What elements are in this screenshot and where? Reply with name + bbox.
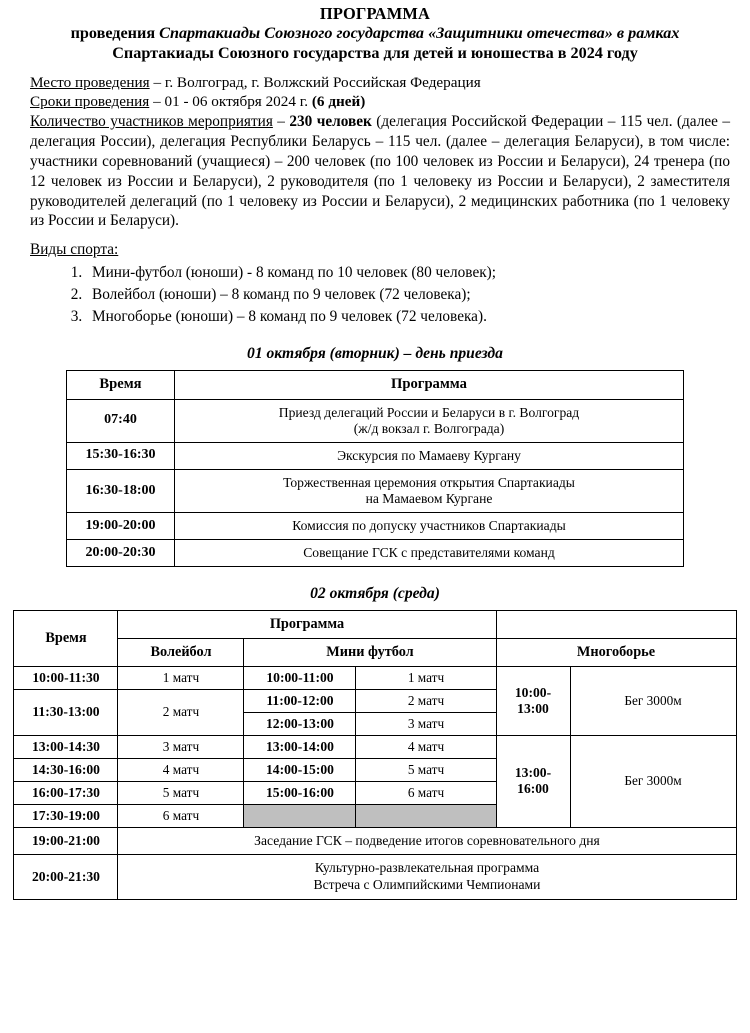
day1-heading: 01 октября (вторник) – день приезда	[247, 345, 503, 363]
cell-time: 16:00-17:30	[14, 781, 118, 804]
table-row	[67, 512, 684, 539]
participants-count: 230 человек	[289, 113, 372, 131]
table-row	[67, 469, 684, 512]
program-line-2: (ж/д вокзал г. Волгограда)	[353, 420, 505, 436]
list-item: 2. Волейбол (юноши) – 8 команд по 9 человек (72 человека);	[86, 284, 740, 306]
multisport-time-line-2: 16:00	[517, 781, 549, 797]
cell-minifootball-match: 1 матч	[356, 666, 496, 689]
cell-minifootball-match: 5 матч	[356, 758, 496, 781]
table-row	[14, 735, 736, 758]
subtitle-part-3: отечества» в рамках	[526, 24, 680, 43]
cell-minifootball-match: 6 матч	[356, 781, 496, 804]
cell-multisport-time	[496, 735, 570, 827]
cell-program	[175, 469, 684, 512]
cell-minifootball-time: 12:00-13:00	[244, 712, 356, 735]
cell-minifootball-time-empty	[244, 804, 356, 827]
subtitle-part-1: проведения	[70, 24, 160, 43]
cell-full-width-program	[118, 855, 736, 899]
cell-program: Комиссия по допуску участников Спартакиады	[175, 512, 684, 539]
cell-time: 20:00-21:30	[14, 855, 118, 899]
sports-list	[10, 262, 740, 327]
cell-volleyball: 1 матч	[118, 666, 244, 689]
document-title-block	[10, 4, 740, 64]
table-row	[14, 855, 736, 899]
subtitle-part-5: и юношества в 2024 году	[457, 43, 638, 62]
cell-time: 11:30-13:00	[14, 689, 118, 735]
day1-schedule-table	[66, 370, 684, 566]
sports-heading-text: Виды спорта:	[30, 241, 119, 259]
cell-time: 17:30-19:00	[14, 804, 118, 827]
col-header-program: Программа	[118, 610, 496, 638]
day2-schedule-table	[13, 610, 736, 900]
cell-minifootball-match: 3 матч	[356, 712, 496, 735]
cell-time: 19:00-20:00	[67, 512, 175, 539]
participants-dash: –	[272, 113, 290, 131]
table-row	[14, 827, 736, 855]
dates-line	[10, 92, 740, 112]
program-line-1: Приезд делегаций России и Беларуси в г. Волгоград	[278, 404, 580, 420]
document-subtitle	[10, 24, 740, 64]
list-item: 1. Мини-футбол (юноши) - 8 команд по 10 человек (80 человек);	[86, 262, 740, 284]
participants-label: Количество участников мероприятия	[30, 113, 273, 131]
place-value: – г. Волгоград, г. Волжский Российская Федерация	[149, 73, 481, 91]
sports-heading	[10, 241, 740, 259]
dates-value: – 01 - 06 октября 2024 г.	[149, 93, 312, 111]
cell-time: 13:00-14:30	[14, 735, 118, 758]
place-line	[10, 73, 740, 93]
cell-minifootball-match: 2 матч	[356, 689, 496, 712]
cell-time: 16:30-18:00	[67, 469, 175, 512]
place-label: Место проведения	[30, 73, 150, 91]
program-line-1: Культурно-развлекательная программа	[314, 860, 540, 876]
cell-multisport-event: Бег 3000м	[570, 666, 736, 735]
cell-volleyball: 2 матч	[118, 689, 244, 735]
table-row	[67, 539, 684, 566]
table-header-row	[14, 610, 736, 638]
cell-program	[175, 399, 684, 442]
cell-minifootball-match-empty	[356, 804, 496, 827]
cell-volleyball: 4 матч	[118, 758, 244, 781]
col-header-time: Время	[67, 371, 175, 399]
multisport-time-line-2: 13:00	[517, 700, 549, 716]
day2-heading: 02 октября (среда)	[310, 584, 440, 602]
cell-time: 15:30-16:30	[67, 442, 175, 469]
list-item: 3. Многоборье (юноши) – 8 команд по 9 человек (72 человека).	[86, 306, 740, 328]
multisport-time-line-1: 13:00-	[514, 765, 552, 781]
cell-time: 10:00-11:30	[14, 666, 118, 689]
dates-label: Сроки проведения	[30, 93, 150, 111]
col-header-multisport-top	[496, 610, 736, 638]
cell-volleyball: 6 матч	[118, 804, 244, 827]
subtitle-part-2: Спартакиады Союзного государства «Защитники	[159, 24, 523, 43]
cell-full-width-program: Заседание ГСК – подведение итогов соревновательного дня	[118, 827, 736, 855]
cell-multisport-time	[496, 666, 570, 735]
col-header-volleyball: Волейбол	[118, 638, 244, 666]
col-header-multisport: Многоборье	[496, 638, 736, 666]
col-header-time: Время	[14, 610, 118, 666]
participants-paragraph	[10, 112, 740, 231]
col-header-program: Программа	[175, 371, 684, 399]
cell-multisport-event: Бег 3000м	[570, 735, 736, 827]
table-row	[67, 442, 684, 469]
col-header-minifootball: Мини футбол	[244, 638, 496, 666]
program-line-1: Торжественная церемония открытия Спартакиады	[283, 474, 575, 490]
program-line-2: Встреча с Олимпийскими Чемпионами	[313, 876, 541, 892]
table-row	[67, 399, 684, 442]
cell-time: 20:00-20:30	[67, 539, 175, 566]
cell-time: 14:30-16:00	[14, 758, 118, 781]
cell-minifootball-time: 14:00-15:00	[244, 758, 356, 781]
program-line-2: на Мамаевом Кургане	[365, 490, 493, 506]
cell-minifootball-time: 13:00-14:00	[244, 735, 356, 758]
table-header-row	[67, 371, 684, 399]
subtitle-part-4: Спартакиады Союзного государства для детей	[112, 43, 454, 62]
table-header-row	[14, 638, 736, 666]
participants-text: (делегация Российской Федерации – 115 чел. (далее – делегация России), делегация Республики Беларусь – 115 чел. (далее – делегация Беларуси), в том числе: участники соревнований (учащиеся) – 200 человек (по 100 человек из России и Беларуси), 24 тренера (по 12 человек из России и Беларуси), 2 руководителя (по 1 человеку из России и Беларуси), 2 заместителя руководителей делегаций (по 1 человеку из России и Беларуси), 2 медицинских работника (по 1 человеку из России и Беларуси).	[30, 113, 731, 230]
cell-volleyball: 5 матч	[118, 781, 244, 804]
cell-program: Экскурсия по Мамаеву Кургану	[175, 442, 684, 469]
cell-program: Совещание ГСК с представителями команд	[175, 539, 684, 566]
page-title: ПРОГРАММА	[319, 4, 431, 23]
cell-time: 19:00-21:00	[14, 827, 118, 855]
cell-minifootball-time: 15:00-16:00	[244, 781, 356, 804]
multisport-time-line-1: 10:00-	[514, 684, 552, 700]
dates-duration: (6 дней)	[311, 93, 366, 111]
cell-minifootball-time: 10:00-11:00	[244, 666, 356, 689]
table-row	[14, 666, 736, 689]
cell-time: 07:40	[67, 399, 175, 442]
cell-volleyball: 3 матч	[118, 735, 244, 758]
cell-minifootball-time: 11:00-12:00	[244, 689, 356, 712]
cell-minifootball-match: 4 матч	[356, 735, 496, 758]
